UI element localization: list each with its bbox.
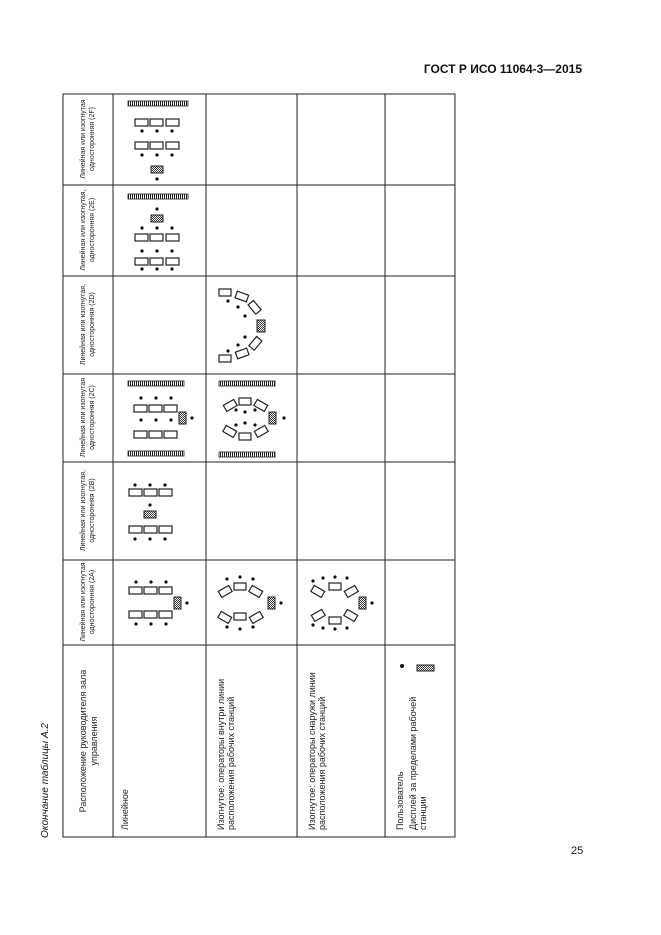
row-label-linear: Линейное <box>120 789 130 830</box>
layout-2b-linear-diagram <box>129 483 172 540</box>
document-header: ГОСТ Р ИСО 11064-3—2015 <box>423 62 582 76</box>
layout-2a-linear-diagram <box>129 580 189 625</box>
layout-2d-curved-inside-diagram <box>219 289 265 362</box>
column-header-2d: Линейная или изогнутая, односторонняя (2D) <box>80 283 96 366</box>
layout-2a-curved-outside-diagram <box>311 575 374 630</box>
column-header-2a: Линейная или изогнутая односторонняя (2А) <box>80 562 96 642</box>
column-header-2c: Линейная или изогнутая односторонняя (2С) <box>80 377 96 458</box>
user-legend-icon <box>400 664 404 668</box>
legend-display-label: Дисплей за пределами рабочей станции <box>408 696 429 830</box>
layout-2f-linear-diagram <box>128 101 188 181</box>
column-header-2f: Линейная или изогнутая односторонняя (2F) <box>80 99 96 179</box>
layout-2c-linear-diagram <box>128 381 194 456</box>
layout-2e-linear-diagram <box>128 194 188 271</box>
page-number: 25 <box>571 845 584 857</box>
layout-2a-curved-inside-diagram <box>218 575 283 630</box>
row-label-curved-outside: Изогнутое: операторы снаружи линии расположения рабочих станций <box>307 672 328 830</box>
layout-2c-curved-inside-diagram <box>219 381 286 457</box>
column-header-2e: Линейная или изогнутая, односторонняя (2E) <box>80 189 96 271</box>
column-header-2b: Линейная или изогнутая, односторонняя (2В) <box>80 469 96 552</box>
row-header-title: Расположение руководителя зала управления <box>78 669 99 813</box>
row-label-curved-inside: Изогнутое: операторы внутри линии расположения рабочих станций <box>216 678 237 830</box>
legend-user-label: Пользователь <box>395 771 405 830</box>
table-caption: Окончание таблицы А.2 <box>40 723 51 838</box>
